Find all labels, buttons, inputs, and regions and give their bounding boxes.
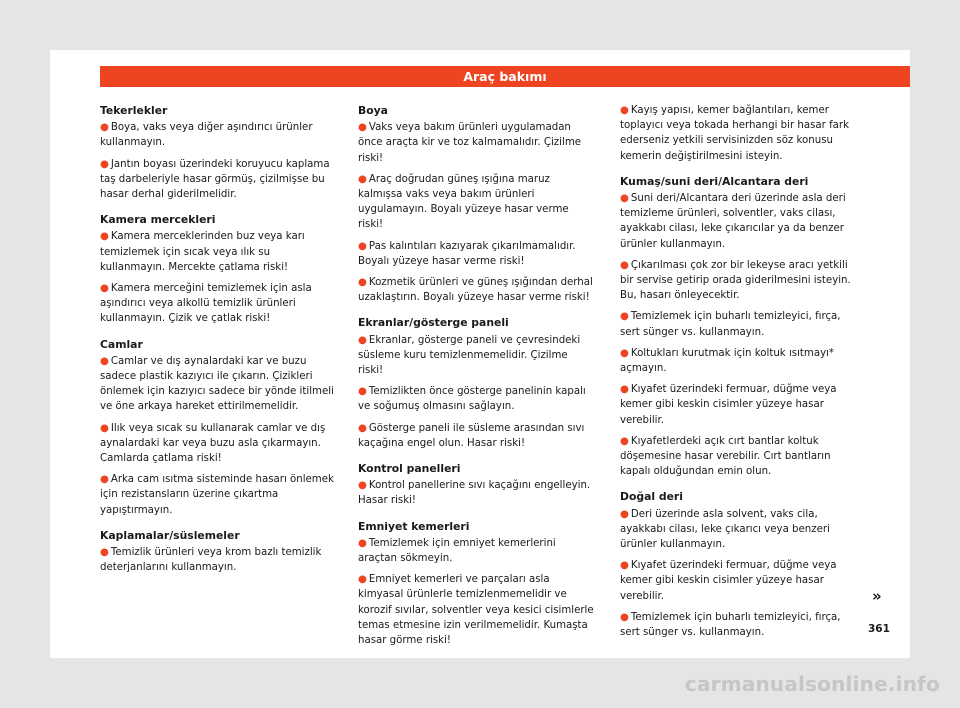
section-heading: Ekranlar/gösterge paneli xyxy=(358,316,509,330)
bullet-text: Gösterge paneli ile süsleme arasından sıvı kaçağına engel olun. Hasar riski! xyxy=(358,422,585,449)
bullet-dot-icon: ● xyxy=(620,384,629,396)
bullet-item xyxy=(100,421,338,467)
section xyxy=(620,103,858,164)
bullet-dot-icon: ● xyxy=(100,547,109,559)
bullet-text: Suni deri/Alcantara deri üzerinde asla deri temizleme ürünleri, solventler, vaks cilası, ayakkabı cilası, leke çıkarıcılar ya da benzer ürünler kullanmayın. xyxy=(620,193,846,250)
bullet-item xyxy=(620,382,858,428)
bullet-text: Deri üzerinde asla solvent, vaks cila, ayakkabı cilası, leke çıkarıcı veya benzeri ürünler kullanmayın. xyxy=(620,508,830,551)
section xyxy=(358,103,596,305)
section-heading: Kontrol panelleri xyxy=(358,462,461,476)
section xyxy=(100,337,338,518)
bullet-dot-icon: ● xyxy=(620,435,629,447)
bullet-dot-icon: ● xyxy=(358,334,367,346)
page-number: 361 xyxy=(868,623,890,635)
bullet-dot-icon: ● xyxy=(100,122,109,134)
bullet-item xyxy=(620,507,858,553)
bullet-dot-icon: ● xyxy=(620,105,629,116)
bullet-text: Kıyafetlerdeki açık cırt bantlar koltuk döşemesine hasar verebilir. Cırt bantların kapalı olduğundan emin olun. xyxy=(620,435,831,478)
bullet-text: Kamera merceğini temizlemek için asla aşındırıcı veya alkollü temizlik ürünleri kullanmayın. Çizik ve çatlak riski! xyxy=(100,283,312,325)
bullet-item xyxy=(620,346,858,376)
bullet-item xyxy=(620,258,858,304)
bullet-dot-icon: ● xyxy=(358,537,367,549)
section-heading: Camlar xyxy=(100,337,143,351)
bullet-item xyxy=(620,103,858,164)
bullet-text: Arka cam ısıtma sisteminde hasarı önlemek için rezistansların üzerine çıkartma yapıştırmayın. xyxy=(100,474,334,516)
bullet-text: Kamera merceklerinden buz veya karı temizlemek için sıcak veya ılık su kullanmayın. Mercekte çatlama riski! xyxy=(100,231,305,273)
bullet-text: Temizlik ürünleri veya krom bazlı temizlik deterjanlarını kullanmayın. xyxy=(100,547,322,574)
bullet-text: Ilık veya sıcak su kullanarak camlar ve dış aynalardaki kar veya buzu asla çıkarmayın. Camlarda çatlama riski! xyxy=(100,422,326,465)
bullet-dot-icon: ● xyxy=(100,158,109,170)
watermark: carmanualsonline.info xyxy=(684,672,940,696)
bullet-dot-icon: ● xyxy=(620,611,629,623)
section-heading: Boya xyxy=(358,104,388,117)
bullet-dot-icon: ● xyxy=(358,173,367,185)
section xyxy=(100,103,338,202)
bullet-dot-icon: ● xyxy=(358,386,367,398)
bullet-item xyxy=(100,354,338,415)
bullet-dot-icon: ● xyxy=(620,508,629,520)
bullet-text: Jantın boyası üzerindeki koruyucu kaplama taş darbeleriyle hasar görmüş, çizilmişse bu hasar derhal giderilmelidir. xyxy=(100,158,330,201)
bullet-dot-icon: ● xyxy=(358,240,367,252)
bullet-item xyxy=(620,309,858,339)
bullet-text: Camlar ve dış aynalardaki kar ve buzu sadece plastik kazıyıcı ile çıkarın. Çizikleri önlemek için kazıyıcı sadece bir yönde itilmeli ve öne arkaya hareket ettirilmemelidir. xyxy=(100,355,334,413)
bullet-dot-icon: ● xyxy=(620,311,629,323)
bullet-item xyxy=(358,333,596,379)
bullet-item xyxy=(358,421,596,451)
bullet-text: Kıyafet üzerindeki fermuar, düğme veya kemer gibi keskin cisimler yüzeye hasar verebilir. xyxy=(620,560,837,602)
bullet-item xyxy=(100,157,338,203)
bullet-dot-icon: ● xyxy=(620,347,629,359)
bullet-item xyxy=(100,229,338,275)
bullet-item xyxy=(358,478,596,508)
section-heading: Doğal deri xyxy=(620,490,683,504)
bullet-dot-icon: ● xyxy=(100,422,109,434)
section xyxy=(100,212,338,326)
bullet-text: Kontrol panellerine sıvı kaçağını engelleyin. Hasar riski! xyxy=(358,480,591,507)
bullet-text: Ekranlar, gösterge paneli ve çevresindeki süsleme kuru temizlenmemelidir. Çizilme riski! xyxy=(358,334,581,377)
bullet-text: Araç doğrudan güneş ışığına maruz kalmışsa vaks veya bakım ürünleri uygulamayın. Boyalı yüzeye hasar verme riski! xyxy=(358,173,569,231)
page-header: Araç bakımı xyxy=(100,66,910,87)
section-heading: Kaplamalar/süslemeler xyxy=(100,528,240,542)
bullet-dot-icon: ● xyxy=(620,193,629,205)
bullet-item xyxy=(358,239,596,269)
bullet-item xyxy=(100,120,338,150)
section xyxy=(620,174,858,480)
section xyxy=(358,315,596,451)
bullet-dot-icon: ● xyxy=(358,574,367,586)
bullet-dot-icon: ● xyxy=(100,231,109,243)
section-heading: Kumaş/suni deri/Alcantara deri xyxy=(620,174,809,188)
bullet-item xyxy=(100,281,338,327)
bullet-item xyxy=(100,472,338,518)
bullet-text: Kayış yapısı, kemer bağlantıları, kemer toplayıcı veya tokada herhangi bir hasar fark ederseniz yetkili servisinizden söz konusu kemerin değiştirilmesini isteyin. xyxy=(620,105,849,162)
bullet-dot-icon: ● xyxy=(358,122,367,134)
bullet-text: Temizlemek için emniyet kemerlerini araçtan sökmeyin. xyxy=(358,537,556,565)
bullet-item xyxy=(620,610,858,640)
bullet-dot-icon: ● xyxy=(100,474,109,486)
column-3 xyxy=(620,103,858,646)
bullet-text: Kıyafet üzerindeki fermuar, düğme veya kemer gibi keskin cisimler yüzeye hasar verebilir. xyxy=(620,384,837,426)
continue-mark: » xyxy=(872,587,882,605)
bullet-item xyxy=(358,536,596,566)
bullet-text: Çıkarılması çok zor bir lekeyse aracı yetkili bir servise getirip orada giderilmesini isteyin. Bu, hasarı önleyecektir. xyxy=(620,259,851,302)
section-heading: Emniyet kemerleri xyxy=(358,519,470,533)
bullet-item xyxy=(358,384,596,414)
bullet-dot-icon: ● xyxy=(358,422,367,434)
bullet-item xyxy=(358,572,596,648)
bullet-text: Kozmetik ürünleri ve güneş ışığından derhal uzaklaştırın. Boyalı yüzeye hasar verme riski! xyxy=(358,277,593,304)
section xyxy=(100,528,338,576)
bullet-item xyxy=(358,275,596,305)
bullet-item xyxy=(100,545,338,575)
bullet-item xyxy=(620,434,858,480)
bullet-dot-icon: ● xyxy=(100,355,109,367)
column-1 xyxy=(100,103,338,581)
bullet-dot-icon: ● xyxy=(100,283,109,295)
bullet-dot-icon: ● xyxy=(620,259,629,271)
bullet-item xyxy=(358,172,596,233)
section xyxy=(358,461,596,509)
bullet-text: Temizlemek için buharlı temizleyici, fırça, sert sünger vs. kullanmayın. xyxy=(620,311,841,338)
manual-page xyxy=(50,50,910,658)
bullet-dot-icon: ● xyxy=(358,480,367,492)
section-heading: Tekerlekler xyxy=(100,104,168,117)
bullet-dot-icon: ● xyxy=(358,277,367,289)
bullet-text: Temizlemek için buharlı temizleyici, fırça, sert sünger vs. kullanmayın. xyxy=(620,611,841,639)
bullet-text: Vaks veya bakım ürünleri uygulamadan önce araçta kir ve toz kalmamalıdır. Çizilme riski! xyxy=(358,122,582,164)
bullet-dot-icon: ● xyxy=(620,560,629,572)
bullet-item xyxy=(620,191,858,252)
bullet-text: Pas kalıntıları kazıyarak çıkarılmamalıdır. Boyalı yüzeye hasar verme riski! xyxy=(358,240,576,267)
section xyxy=(358,519,596,649)
bullet-text: Emniyet kemerleri ve parçaları asla kimyasal ürünlerle temizlenmemelidir ve korozif sıvılar, solventler veya kesici cisimlerle temas etmesine izin verilmemelidir. Kumaşta hasar görme riski! xyxy=(358,574,594,647)
section-heading: Kamera mercekleri xyxy=(100,213,216,227)
section xyxy=(620,489,858,640)
column-2 xyxy=(358,103,596,654)
bullet-text: Temizlikten önce gösterge panelinin kapalı ve soğumuş olmasını sağlayın. xyxy=(358,386,586,413)
bullet-item xyxy=(620,558,858,604)
bullet-item xyxy=(358,120,596,166)
bullet-text: Boya, vaks veya diğer aşındırıcı ürünler kullanmayın. xyxy=(100,122,313,149)
bullet-text: Koltukları kurutmak için koltuk ısıtmayı* açmayın. xyxy=(620,347,835,375)
